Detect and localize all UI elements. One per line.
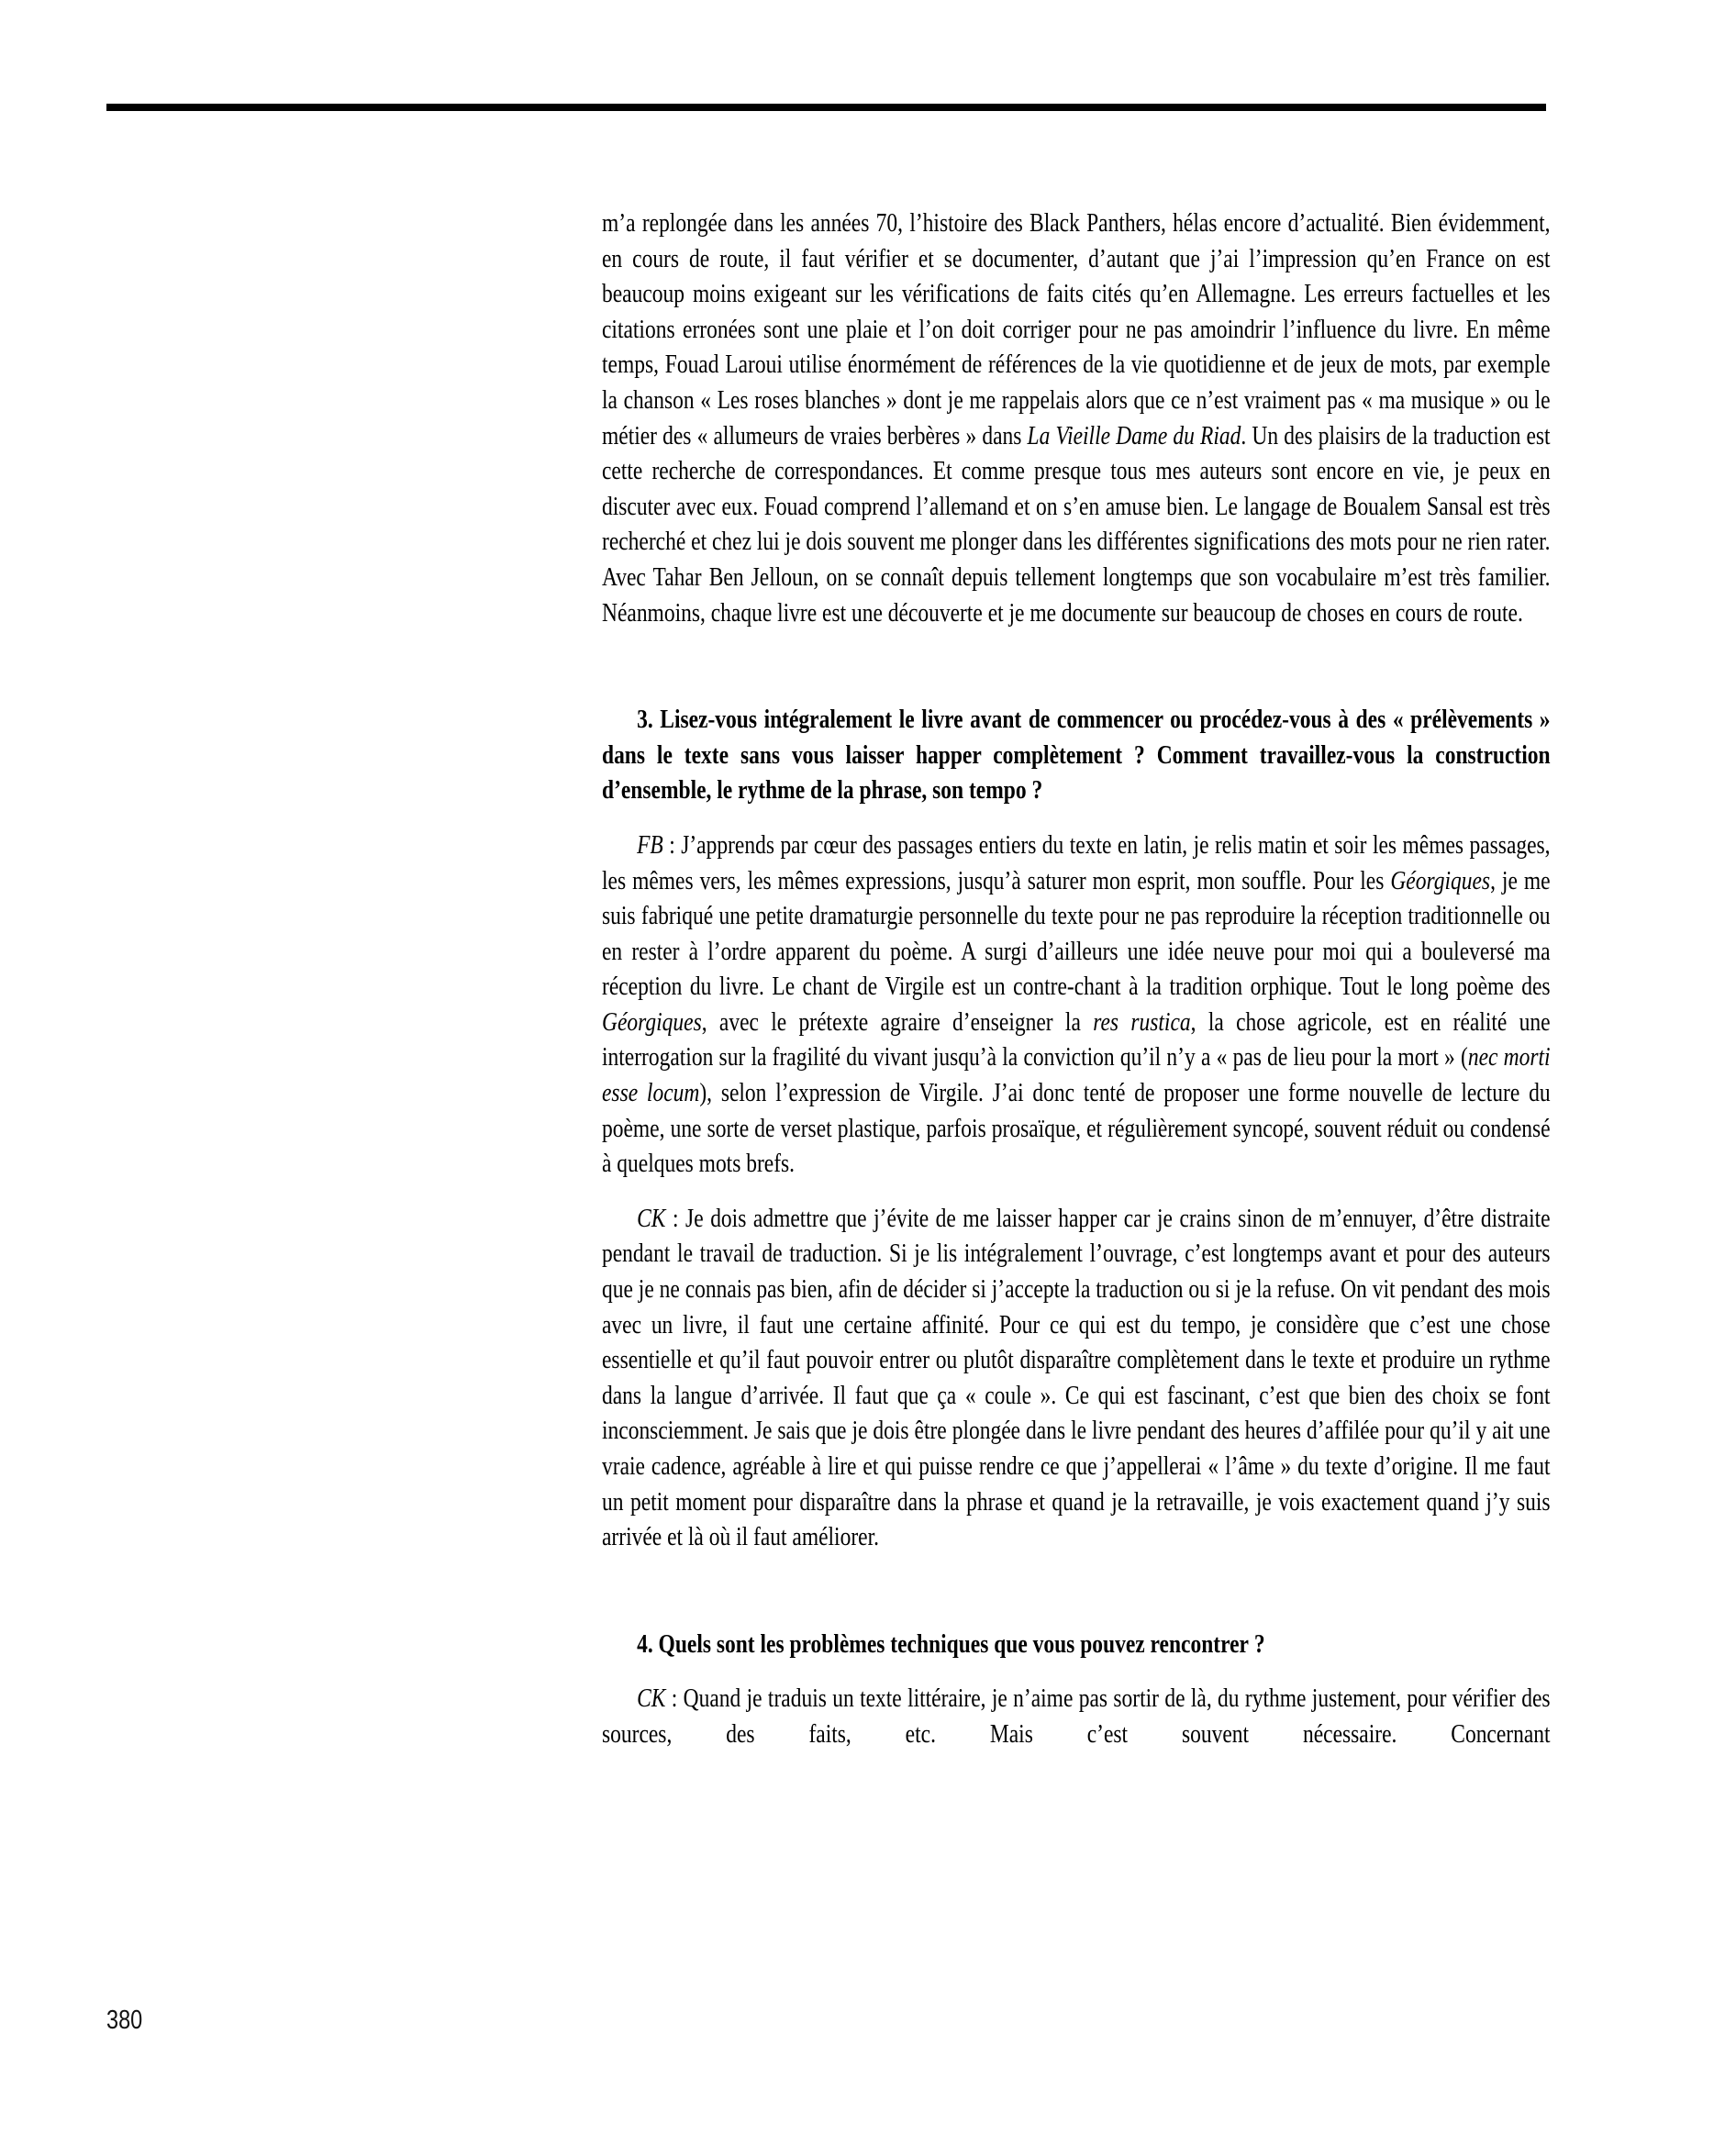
- text-segment: . Un des plaisirs de la traduction est cette recherche de correspondances. Et comme presque tous mes auteurs sont encore en vie, je peux en discuter avec eux. Fouad comprend l’allemand et on s’en amuse bien. Le langage de Boualem Sansal est très recherché et chez lui je dois souvent me plonger dans les différentes significations des mots pour ne rien rater. Avec Tahar Ben Jelloun, on se connaît depuis tellement longtemps que son vocabulaire m’est très familier. Néanmoins, chaque livre est une découverte et je me documente sur beaucoup de choses en cours de route.: [602, 420, 1551, 628]
- text-segment: , la chose agricole, est en réalité une interrogation sur la fragilité du vivant jusqu’à la conviction qu’il n’y a « pas de lieu pour la mort » (: [602, 1006, 1551, 1072]
- text-segment: 3. Lisez-vous intégralement le livre avant de commencer ou procédez-vous à des « prélèvements » dans le texte sans vous laisser happer complètement ? Comment travaillez-vous la construction d’ensemble, le rythme de la phrase, son tempo ?: [602, 705, 1551, 806]
- answer-ck-paragraph: [602, 1201, 1551, 1555]
- italic-text-segment: CK: [637, 1203, 666, 1233]
- text-column: [602, 206, 1551, 1752]
- italic-text-segment: CK: [637, 1684, 666, 1714]
- answer-fb-paragraph: [602, 828, 1551, 1182]
- text-segment: : Je dois admettre que j’évite de me laisser happer car je crains sinon de m’ennuyer, d’être distraite pendant le travail de traduction. Si je lis intégralement l’ouvrage, c’est longtemps avant et pour des auteurs que je ne connais pas bien, afin de décider si j’accepte la traduction ou si je la refuse. On vit pendant des mois avec un livre, il faut une certaine affinité. Pour ce qui est du tempo, je considère que c’est une chose essentielle et qu’il faut pouvoir entrer ou plutôt disparaître complètement dans le texte et produire un rythme dans la langue d’arrivée. Il faut que ça « coule ». Ce qui est fascinant, c’est que bien des choix se font inconsciemment. Je sais que je dois être plongée dans le livre pendant des heures d’affilée pour qu’il y ait une vraie cadence, agréable à lire et qui puisse rendre ce que j’appellerai « l’âme » du texte d’origine. Il me faut un petit moment pour disparaître dans la phrase et quand je la retravaille, je vois exactement quand j’y suis arrivée et là où il faut améliorer.: [602, 1203, 1551, 1552]
- question-3-heading: [602, 702, 1551, 808]
- italic-text-segment: FB: [637, 829, 663, 860]
- paragraph-continuation: [602, 206, 1551, 630]
- italic-text-segment: Géorgiques: [1390, 865, 1491, 895]
- text-segment: , avec le prétexte agraire d’enseigner la: [701, 1006, 1094, 1037]
- question-4-heading: [602, 1627, 1551, 1662]
- answer-ck2-paragraph: [602, 1681, 1551, 1751]
- italic-text-segment: Géorgiques: [602, 1006, 702, 1037]
- italic-text-segment: nec morti esse locum: [602, 1042, 1551, 1108]
- top-rule: [106, 104, 1546, 111]
- italic-text-segment: res rustica: [1093, 1006, 1191, 1037]
- text-segment: m’a replongée dans les années 70, l’histoire des Black Panthers, hélas encore d’actualité. Bien évidemment, en cours de route, il faut vérifier et se documenter, d’autant que j’ai l’impression qu’en France on est beaucoup moins exigeant sur les vérifications de faits cités qu’en Allemagne. Les erreurs factuelles et les citations erronées sont une plaie et l’on doit corriger pour ne pas amoindrir l’influence du livre. En même temps, Fouad Laroui utilise énormément de références de la vie quotidienne et de jeux de mots, par exemple la chanson « Les roses blanches » dont je me rappelais alors que ce n’est vraiment pas « ma musique » ou le métier des « allumeurs de vraies berbères » dans: [602, 208, 1551, 450]
- italic-text-segment: La Vieille Dame du Riad: [1027, 420, 1241, 450]
- page-number: 380: [106, 2006, 143, 2035]
- text-segment: ), selon l’expression de Virgile. J’ai donc tenté de proposer une forme nouvelle de lecture du poème, une sorte de verset plastique, parfois prosaïque, et régulièrement syncopé, souvent réduit ou condensé à quelques mots brefs.: [602, 1078, 1551, 1179]
- text-segment: : Quand je traduis un texte littéraire, je n’aime pas sortir de là, du rythme justement, pour vérifier des sources, des faits, etc. Mais c’est souvent nécessaire. Concernant: [602, 1684, 1551, 1749]
- text-segment: , je me suis fabriqué une petite dramaturgie personnelle du texte pour ne pas reproduire la réception traditionnelle ou en rester à l’ordre apparent du poème. A surgi d’ailleurs une idée neuve pour moi qui a bouleversé ma réception du livre. Le chant de Virgile est un contre-chant à la tradition orphique. Tout le long poème des: [602, 865, 1551, 1002]
- text-segment: 4. Quels sont les problèmes techniques que vous pouvez rencontrer ?: [637, 1628, 1265, 1659]
- text-segment: : J’apprends par cœur des passages entiers du texte en latin, je relis matin et soir les mêmes passages, les mêmes vers, les mêmes expressions, jusqu’à saturer mon esprit, mon souffle. Pour les: [602, 829, 1551, 895]
